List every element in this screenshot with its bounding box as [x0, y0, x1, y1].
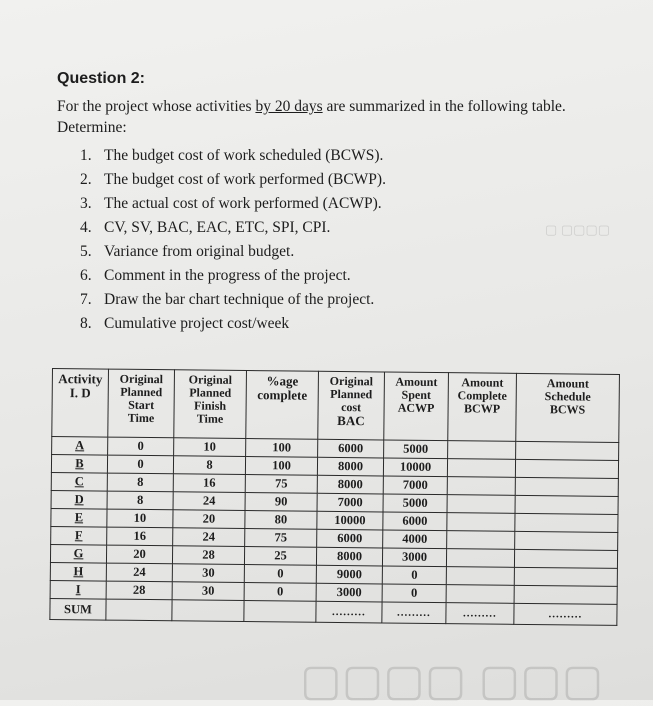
amount-complete [446, 585, 514, 604]
planned-finish: 30 [172, 564, 244, 583]
planned-start: 20 [106, 545, 172, 564]
planned-cost: 7000 [317, 493, 383, 512]
amount-schedule [514, 549, 617, 568]
amount-schedule [515, 531, 618, 550]
amount-spent: 6000 [383, 512, 447, 531]
sum-empty [106, 599, 172, 621]
activity-table [49, 368, 620, 626]
planned-start: 28 [106, 581, 172, 600]
task-item: 8. Cumulative project cost/week [80, 315, 290, 332]
activity-id: E [51, 508, 107, 527]
percent-complete: 0 [244, 583, 316, 602]
sum-acwp-blank: ......... [382, 602, 446, 624]
activity-id: H [50, 562, 106, 581]
header-planned-start: Original Planned Start Time [108, 369, 175, 438]
header-amount-schedule-bcws: Amount Schedule BCWS [516, 373, 620, 442]
planned-cost: 8000 [317, 475, 383, 494]
amount-spent: 7000 [383, 476, 447, 495]
planned-cost: 8000 [317, 457, 383, 476]
planned-cost: 10000 [317, 511, 383, 530]
percent-complete: 0 [244, 565, 316, 584]
bleed-through-text: ▢ ▢▢▢▢ [545, 222, 611, 237]
planned-start: 16 [107, 527, 173, 546]
question-heading: Question 2: [57, 70, 146, 87]
planned-cost: 9000 [316, 565, 382, 584]
activity-id: G [50, 544, 106, 563]
planned-cost: 8000 [316, 547, 382, 566]
intro-text-start: For the project whose activities [57, 98, 256, 115]
header-planned-cost-bac: Original Planned cost BAC [318, 371, 385, 440]
amount-schedule [515, 495, 618, 514]
amount-complete [447, 495, 515, 514]
percent-complete: 80 [245, 511, 317, 530]
planned-finish: 24 [173, 528, 245, 547]
percent-complete: 100 [245, 457, 317, 476]
activity-id: D [51, 490, 107, 509]
activity-id: A [52, 437, 108, 456]
percent-complete: 100 [246, 439, 318, 458]
planned-start: 0 [108, 437, 174, 456]
amount-complete [448, 441, 516, 460]
task-item: 3. The actual cost of work performed (ACWP). [80, 195, 382, 212]
sum-label: SUM [50, 598, 106, 620]
planned-cost: 6000 [317, 529, 383, 548]
task-item: 4. CV, SV, BAC, EAC, ETC, SPI, CPI. [80, 219, 331, 236]
sum-empty [172, 600, 244, 622]
amount-complete [447, 513, 515, 532]
amount-schedule [515, 513, 618, 532]
bleed-through-text-bottom: ▢▢▢▢ ▢▢▢ [300, 656, 604, 705]
task-item: 5. Variance from original budget. [80, 243, 295, 260]
planned-finish: 28 [172, 546, 244, 565]
percent-complete: 25 [244, 547, 316, 566]
sum-empty [244, 601, 316, 623]
amount-schedule [516, 441, 619, 460]
activity-id: I [50, 580, 106, 599]
activity-id: F [51, 526, 107, 545]
amount-schedule [515, 477, 618, 496]
planned-finish: 10 [174, 438, 246, 457]
amount-spent: 5000 [383, 494, 447, 513]
percent-complete: 75 [245, 475, 317, 494]
planned-cost: 6000 [318, 439, 384, 458]
amount-complete [446, 567, 514, 586]
header-amount-spent-acwp: Amount Spent ACWP [384, 372, 449, 441]
planned-cost: 3000 [316, 583, 382, 602]
task-item: 1. The budget cost of work scheduled (BCWS). [80, 147, 384, 164]
activity-id: B [51, 455, 107, 474]
amount-spent: 10000 [383, 458, 447, 477]
planned-finish: 24 [173, 492, 245, 511]
amount-schedule [515, 459, 618, 478]
header-amount-complete-bcwp: Amount Complete BCWP [448, 373, 517, 442]
activity-id: C [51, 472, 107, 491]
planned-finish: 30 [172, 582, 244, 601]
task-item: 2. The budget cost of work performed (BCWP). [80, 171, 386, 188]
planned-start: 8 [107, 473, 173, 492]
task-item: 6. Comment in the progress of the project. [80, 267, 351, 284]
sum-bcws-blank: ......... [514, 603, 617, 625]
question-intro [57, 96, 617, 138]
planned-finish: 16 [173, 474, 245, 493]
amount-complete [446, 549, 514, 568]
task-item: 7. Draw the bar chart technique of the project. [80, 291, 375, 308]
amount-spent: 3000 [382, 548, 446, 567]
sum-bcwp-blank: ......... [446, 603, 514, 625]
table-header-row [52, 369, 620, 443]
planned-start: 8 [107, 491, 173, 510]
percent-complete: 90 [245, 493, 317, 512]
amount-complete [447, 459, 515, 478]
planned-finish: 8 [173, 456, 245, 475]
percent-complete: 75 [245, 529, 317, 548]
header-percent-complete: %age complete [246, 371, 319, 440]
amount-schedule [514, 567, 617, 586]
amount-complete [447, 477, 515, 496]
header-planned-finish: Original Planned Finish Time [174, 370, 247, 439]
planned-start: 10 [107, 509, 173, 528]
amount-spent: 0 [382, 584, 446, 603]
amount-complete [447, 531, 515, 550]
intro-text-underlined: by 20 days [255, 98, 323, 115]
planned-start: 24 [106, 563, 172, 582]
amount-spent: 5000 [384, 440, 448, 459]
amount-spent: 4000 [383, 530, 447, 549]
intro-text-end: are summarized in the following table. Determine: [57, 98, 566, 136]
amount-spent: 0 [382, 566, 446, 585]
amount-schedule [514, 585, 617, 604]
task-list [80, 144, 386, 336]
header-activity-id: Activity I. D [52, 369, 109, 438]
planned-start: 0 [107, 455, 173, 474]
sum-bac-blank: ......... [316, 601, 382, 623]
planned-finish: 20 [173, 510, 245, 529]
